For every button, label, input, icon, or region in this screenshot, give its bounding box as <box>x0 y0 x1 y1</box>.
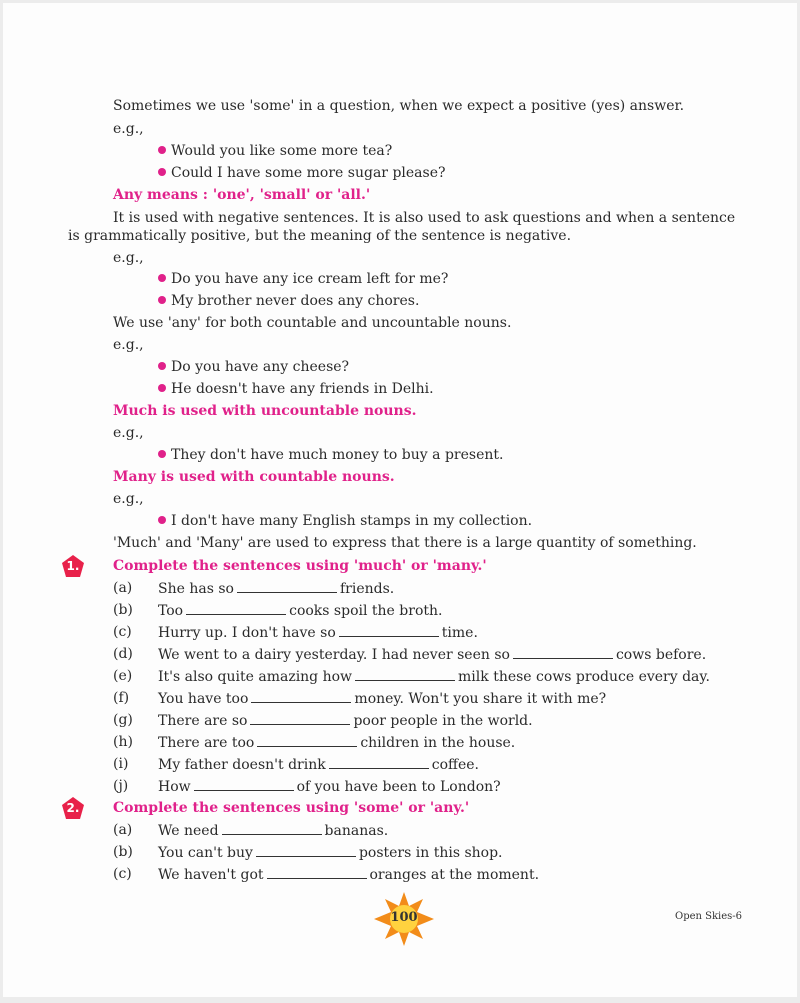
item-text-before: We haven't got <box>158 867 264 883</box>
item-label: (d) <box>113 646 133 662</box>
item-text-after: cooks spoil the broth. <box>289 603 443 619</box>
item-label: (c) <box>113 866 132 882</box>
item-text-after: milk these cows produce every day. <box>458 669 710 685</box>
answer-blank[interactable] <box>237 578 337 593</box>
example-item: Do you have any ice cream left for me? <box>158 269 448 289</box>
item-text-after: coffee. <box>431 757 479 773</box>
bullet-icon <box>158 450 166 458</box>
exercise2-heading: Complete the sentences using 'some' or 'any.' <box>113 800 470 816</box>
item-text-after: oranges at the moment. <box>369 867 540 883</box>
eg-label: e.g., <box>113 491 144 507</box>
answer-blank[interactable] <box>251 688 351 703</box>
item-label: (j) <box>113 778 129 794</box>
item-text-before: We went to a dairy yesterday. I had never seen so <box>158 647 510 663</box>
answer-blank[interactable] <box>194 776 294 791</box>
item-text-before: You have too <box>158 691 249 707</box>
eg-label: e.g., <box>113 337 144 353</box>
bullet-icon <box>158 274 166 282</box>
example-item: Could I have some more sugar please? <box>158 163 446 183</box>
answer-blank[interactable] <box>250 710 350 725</box>
item-text-before: You can't buy <box>158 845 253 861</box>
answer-blank[interactable] <box>513 644 613 659</box>
any-paragraph-line2: is grammatically positive, but the meaning of the sentence is negative. <box>68 228 572 244</box>
item-label: (g) <box>113 712 133 728</box>
item-text-before: There are so <box>158 713 248 729</box>
bullet-icon <box>158 516 166 524</box>
item-text-before: It's also quite amazing how <box>158 669 353 685</box>
item-text-before: She has so <box>158 581 234 597</box>
exercise-number-badge: 1. <box>61 554 85 578</box>
example-item: Do you have any cheese? <box>158 357 349 377</box>
item-label: (c) <box>113 624 132 640</box>
answer-blank[interactable] <box>186 600 286 615</box>
book-title: Open Skies-6 <box>675 911 743 922</box>
item-text-before: How <box>158 779 191 795</box>
item-text-after: money. Won't you share it with me? <box>354 691 607 707</box>
item-text-before: We need <box>158 823 219 839</box>
item-text-before: There are too <box>158 735 255 751</box>
item-text-after: friends. <box>339 581 395 597</box>
any-countable-note: We use 'any' for both countable and uncountable nouns. <box>113 315 512 331</box>
bullet-icon <box>158 296 166 304</box>
page-number-badge: 100 <box>374 892 434 946</box>
bullet-icon <box>158 146 166 154</box>
item-text-after: posters in this shop. <box>358 845 503 861</box>
item-label: (f) <box>113 690 130 706</box>
item-label: (i) <box>113 756 129 772</box>
example-item: He doesn't have any friends in Delhi. <box>158 379 434 399</box>
item-text-after: bananas. <box>324 823 389 839</box>
example-item: They don't have much money to buy a present. <box>158 445 503 465</box>
item-text-after: cows before. <box>615 647 707 663</box>
any-heading: Any means : 'one', 'small' or 'all.' <box>113 187 371 203</box>
eg-label: e.g., <box>113 121 144 137</box>
item-text-after: time. <box>441 625 478 641</box>
much-many-note: 'Much' and 'Many' are used to express that there is a large quantity of something. <box>113 535 697 551</box>
answer-blank[interactable] <box>222 820 322 835</box>
item-text-before: Hurry up. I don't have so <box>158 625 336 641</box>
bullet-icon <box>158 362 166 370</box>
example-item: My brother never does any chores. <box>158 291 419 311</box>
much-heading: Much is used with uncountable nouns. <box>113 403 417 419</box>
intro-some-question: Sometimes we use 'some' in a question, when we expect a positive (yes) answer. <box>113 98 685 114</box>
item-text-before: My father doesn't drink <box>158 757 326 773</box>
bullet-icon <box>158 384 166 392</box>
item-text-after: of you have been to London? <box>296 779 501 795</box>
answer-blank[interactable] <box>256 842 356 857</box>
example-item: Would you like some more tea? <box>158 141 392 161</box>
answer-blank[interactable] <box>339 622 439 637</box>
answer-blank[interactable] <box>267 864 367 879</box>
answer-blank[interactable] <box>355 666 455 681</box>
textbook-page <box>3 3 797 997</box>
eg-label: e.g., <box>113 250 144 266</box>
item-label: (a) <box>113 822 133 838</box>
item-label: (e) <box>113 668 133 684</box>
eg-label: e.g., <box>113 425 144 441</box>
item-label: (b) <box>113 602 133 618</box>
item-text-after: children in the house. <box>360 735 516 751</box>
item-text-after: poor people in the world. <box>353 713 533 729</box>
exercise1-heading: Complete the sentences using 'much' or 'many.' <box>113 558 487 574</box>
example-item: I don't have many English stamps in my collection. <box>158 511 532 531</box>
item-label: (h) <box>113 734 133 750</box>
item-label: (b) <box>113 844 133 860</box>
bullet-icon <box>158 168 166 176</box>
many-heading: Many is used with countable nouns. <box>113 469 395 485</box>
exercise-number-badge: 2. <box>61 796 85 820</box>
item-label: (a) <box>113 580 133 596</box>
answer-blank[interactable] <box>329 754 429 769</box>
item-text-before: Too <box>158 603 184 619</box>
answer-blank[interactable] <box>257 732 357 747</box>
any-paragraph-line1: It is used with negative sentences. It is also used to ask questions and when a sentence <box>113 210 736 226</box>
